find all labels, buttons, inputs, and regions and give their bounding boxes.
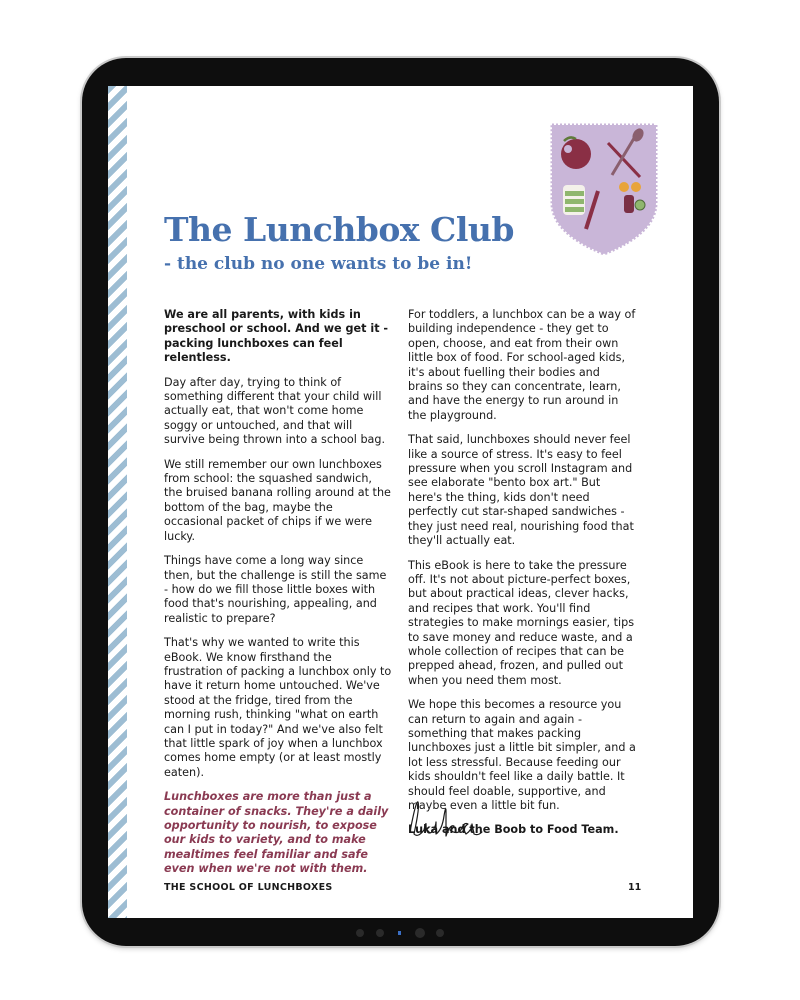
ebook-page[interactable] <box>108 86 693 918</box>
striped-border <box>108 86 127 918</box>
right-column <box>408 308 636 848</box>
lead-paragraph: We are all parents, with kids in preschool or school. And we get it - packing lunchboxes can feel relentless. <box>164 308 389 365</box>
lunchbox-crest-icon <box>548 121 660 256</box>
left-column <box>164 308 392 887</box>
body-paragraph: Things have come a long way since then, but the challenge is still the same - how do we fill those little boxes with food that's nourishing, appealing, and realistic to prepare? <box>164 554 387 625</box>
body-paragraph: For toddlers, a lunchbox can be a way of building independence - they get to open, choose, and eat from their own little box of food. For school-aged kids, it's about fuelling their bodies and brains so they can concentrate, learn, and have the energy to run around in the playground. <box>408 308 636 422</box>
body-paragraph: Day after day, trying to think of something different that your child will actually eat, that won't come home soggy or untouched, and that will survive being thrown into a school bag. <box>164 375 386 447</box>
body-paragraph: This eBook is here to take the pressure off. It's not about picture-perfect boxes, but about practical ideas, clever hacks, and recipes that work. You'll find strategies to make mornings easier, tips to save money and reduce waste, and a whole collection of recipes that can be prepped ahead, frozen, and pulled out when you need them most. <box>408 558 635 687</box>
page-indicator-dots <box>350 925 450 941</box>
handwritten-signature <box>406 794 486 844</box>
page-title: The Lunchbox Club <box>164 210 514 249</box>
sign-off: Luka and the Boob to Food Team. <box>408 823 619 837</box>
body-paragraph: That's why we wanted to write this eBook. We know firsthand the frustration of packing a lunchbox only to have it return home untouched. We've stood at the fridge, tired from the morning rush, thinking "what on earth can I put in today?" And we've also felt that little spark of joy when a lunchbox comes home empty (or at least mostly eaten). <box>164 636 392 779</box>
footer-book-title: THE SCHOOL OF LUNCHBOXES <box>164 882 333 893</box>
body-paragraph: We still remember our own lunchboxes from school: the squashed sandwich, the bruised banana rolling around at the bottom of the bag, maybe the occasional packet of chips if we were lucky. <box>164 457 391 543</box>
body-paragraph: That said, lunchboxes should never feel like a source of stress. It's easy to feel pressure when you scroll Instagram and see elaborate "bento box art." But here's the thing, kids don't need perfectly cut star-shaped sandwiches - they just need real, nourishing food that they'll actually eat. <box>408 433 634 548</box>
page-number: 11 <box>628 882 642 893</box>
pull-quote: Lunchboxes are more than just a container of snacks. They're a daily opportunity to nourish, to expose our kids to variety, and to make mealtimes feel familiar and safe even when we're not with them. <box>164 790 389 876</box>
body-paragraph: We hope this becomes a resource you can return to again and again - something that makes packing lunchboxes just a little bit simpler, and a lot less stressful. Because feeding our kids shouldn't feel like a daily battle. It should feel doable, supportive, and maybe even a little bit fun. <box>408 698 636 812</box>
page-subtitle: - the club no one wants to be in! <box>164 254 473 274</box>
